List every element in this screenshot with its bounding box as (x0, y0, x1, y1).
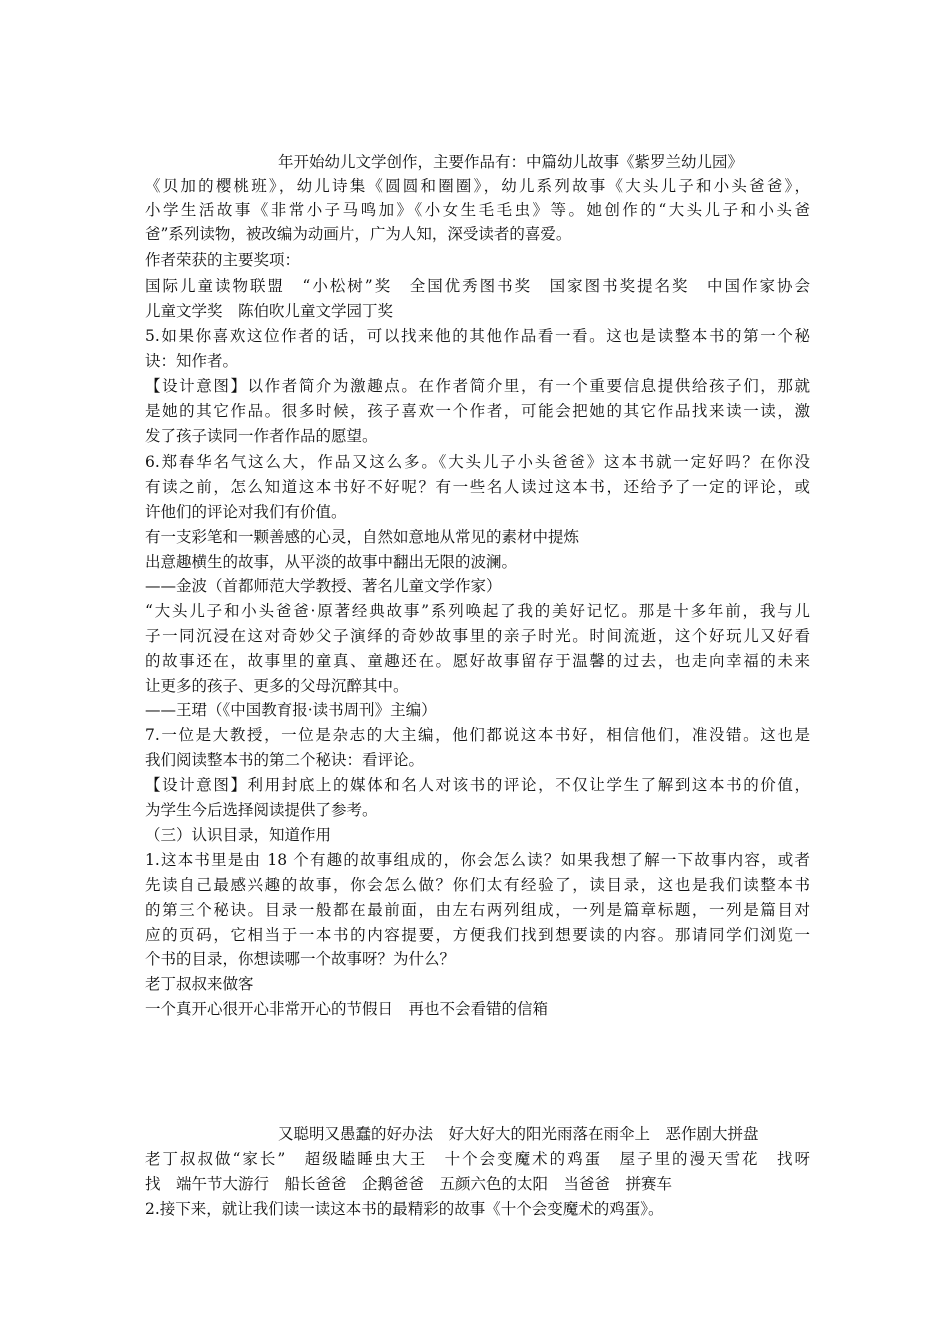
toc-line: 又聪明又愚蠢的好办法 好大好大的阳光雨落在雨伞上 恶作剧大拼盘 (278, 1125, 759, 1143)
paragraph-line: 个书的目录，你想读哪一个故事呀？为什么？ (145, 950, 456, 968)
paragraph-line: 爸”系列读物，被改编为动画片，广为人知，深受读者的喜爱。 (145, 225, 572, 243)
paragraph-line: 诀：知作者。 (145, 352, 239, 370)
quote-line: 让更多的孩子、更多的父母沉醉其中。 (145, 677, 409, 695)
design-intent-line: 是她的其它作品。很多时候，孩子喜欢一个作者，可能会把她的其它作品找来读一读，激 (145, 402, 810, 420)
paragraph-line: 有读之前，怎么知道这本书好不好呢？有一些名人读过这本书，还给予了一定的评论，或 (145, 478, 810, 496)
paragraph-line: 年开始幼儿文学创作，主要作品有：中篇幼儿故事《紫罗兰幼儿园》 (278, 153, 744, 171)
paragraph-line: 5.如果你喜欢这位作者的话，可以找来他的其他作品看一看。这也是读整本书的第一个秘 (145, 327, 810, 345)
toc-line: 找 端午节大游行 船长爸爸 企鹅爸爸 五颜六色的太阳 当爸爸 拼赛车 (145, 1175, 673, 1193)
quote-attribution: ——王珺（《中国教育报·读书周刊》主编） (145, 701, 437, 719)
awards-line: 国际儿童读物联盟 “小松树”奖 全国优秀图书奖 国家图书奖提名奖 中国作家协会 (145, 277, 810, 295)
awards-line: 儿童文学奖 陈伯吹儿童文学园丁奖 (145, 302, 394, 320)
quote-line: 子一同沉浸在这对奇妙父子演绎的奇妙故事里的亲子时光。时间流逝，这个好玩儿又好看 (145, 627, 810, 645)
paragraph-line: 1.这本书里是由 18 个有趣的故事组成的，你会怎么读？如果我想了解一下故事内容，或者 (145, 851, 810, 869)
paragraph-line: 7.一位是大教授，一位是杂志的大主编，他们都说这本书好，相信他们，准没错。这也是 (145, 726, 810, 744)
paragraph-line: 我们阅读整本书的第二个秘诀：看评论。 (145, 751, 425, 769)
paragraph-line: 《贝加的樱桃班》，幼儿诗集《圆圆和圈圈》，幼儿系列故事《大头儿子和小头爸爸》， (145, 177, 810, 195)
design-intent-line: 【设计意图】以作者简介为激趣点。在作者简介里，有一个重要信息提供给孩子们，那就 (145, 377, 810, 395)
paragraph-line: 小学生活故事《非常小子马鸣加》《小女生毛毛虫》等。她创作的“大头儿子和小头爸 (145, 201, 810, 219)
paragraph-line: 先读自己最感兴趣的故事，你会怎么做？你们太有经验了，读目录，这也是我们读整本书 (145, 876, 810, 894)
design-intent-line: 为学生今后选择阅读提供了参考。 (145, 801, 378, 819)
awards-heading: 作者荣获的主要奖项： (145, 251, 301, 269)
toc-line: 老丁叔叔来做客 (145, 975, 254, 993)
paragraph-line: 的第三个秘诀。目录一般都在最前面，由左右两列组成，一列是篇章标题，一列是篇目对 (145, 901, 810, 919)
paragraph-line: 许他们的评论对我们有价值。 (145, 503, 347, 521)
quote-line: 的故事还在，故事里的童真、童趣还在。愿好故事留存于温馨的过去，也走向幸福的未来 (145, 652, 810, 670)
quote-line: “大头儿子和小头爸爸·原著经典故事”系列唤起了我的美好记忆。那是十多年前，我与儿 (145, 602, 810, 620)
paragraph-line: 应的页码，它相当于一本书的内容提要，方便我们找到想要读的内容。那请同学们浏览一 (145, 926, 810, 944)
section-heading: （三）认识目录，知道作用 (145, 826, 332, 844)
paragraph-line: 2.接下来，就让我们读一读这本书的最精彩的故事《十个会变魔术的鸡蛋》。 (145, 1200, 664, 1218)
quote-line: 有一支彩笔和一颗善感的心灵，自然如意地从常见的素材中提炼 (145, 528, 580, 546)
quote-line: 出意趣横生的故事，从平淡的故事中翻出无限的波澜。 (145, 553, 518, 571)
quote-attribution: ——金波（首都师范大学教授、著名儿童文学作家） (145, 577, 502, 595)
design-intent-line: 发了孩子读同一作者作品的愿望。 (145, 427, 378, 445)
toc-line: 一个真开心很开心非常开心的节假日 再也不会看错的信箱 (145, 1000, 549, 1018)
toc-line: 老丁叔叔做“家长” 超级瞌睡虫大王 十个会变魔术的鸡蛋 屋子里的漫天雪花 找呀 (145, 1150, 810, 1168)
design-intent-line: 【设计意图】利用封底上的媒体和名人对该书的评论，不仅让学生了解到这本书的价值， (145, 776, 810, 794)
paragraph-line: 6.郑春华名气这么大，作品又这么多。《大头儿子小头爸爸》这本书就一定好吗？在你没 (145, 453, 810, 471)
